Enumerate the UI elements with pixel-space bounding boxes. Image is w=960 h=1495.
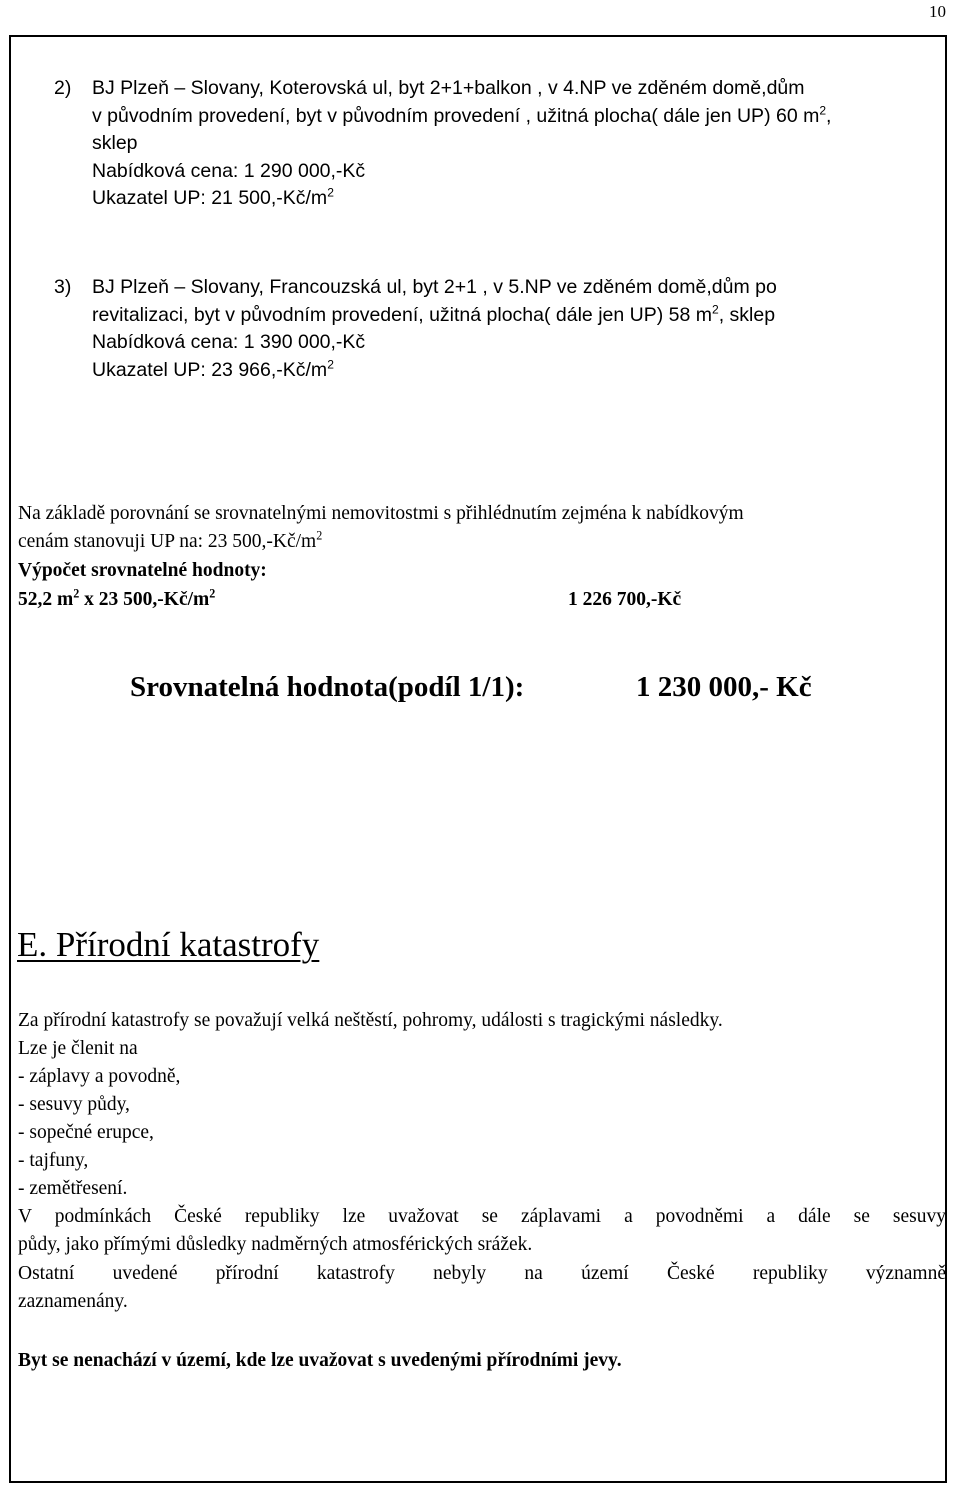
paragraph-line: půdy, jako přímými důsledky nadměrných atmosférických srážek. [18,1234,533,1255]
calc-result: 1 226 700,-Kč [568,589,682,610]
list-item: - záplavy a povodně, [18,1066,181,1087]
listing-price: Nabídková cena: 1 390 000,-Kč [92,331,366,353]
summary-value: 1 230 000,- Kč [636,671,812,703]
conclusion: Byt se nenachází v území, kde lze uvažovat s uvedenými přírodními jevy. [18,1350,622,1371]
listing-indicator: Ukazatel UP: 23 $966,-Kč/m^2$ [92,357,334,381]
paragraph-line: V podmínkách České republiky lze uvažovat se záplavami a povodněmi a dále se sesuvy [18,1206,946,1227]
listing-number: 3) [54,276,72,298]
listing-item [54,274,934,386]
listing-line: BJ Plzeň – Slovany, Koterovská ul, byt 2+1+balkon , v 4.NP ve zděném domě,dům [92,77,805,99]
listing-number: 2) [54,77,72,99]
comparison-line: cenám stanovuji UP na: 23 $500,-Kč/m^2$ [18,528,323,552]
listing-line: BJ Plzeň – Slovany, Francouzská ul, byt 2+1 , v 5.NP ve zděném domě,dům po [92,276,777,298]
listing-item [54,75,934,215]
listing-price: Nabídková cena: 1 290 000,-Kč [92,159,366,182]
listing-indicator: Ukazatel UP: 21 $500,-Kč/m^2$ [92,185,334,209]
list-intro: Lze je členit na [18,1038,138,1059]
paragraph-line: Ostatní uvedené přírodní katastrofy nebyly na území České republiky významně [18,1263,946,1284]
page-number: 10 [929,2,946,21]
listing-line: v původním provedení, byt v původním provedení , užitná plocha( dále jen UP) 60 $m^2$, [92,103,832,127]
list-item: - sesuvy půdy, [18,1094,130,1115]
list-item: - tajfuny, [18,1150,89,1171]
list-item: - sopečné erupce, [18,1122,154,1143]
paragraph-line: zaznamenány. [18,1291,128,1312]
listing-line: sklep [92,132,138,154]
section-heading: E. Přírodní katastrofy [17,925,320,964]
calc-formula: 52,2 $m^2$ x 23 $500,-Kč/m^2$ [18,586,216,610]
section-intro: Za přírodní katastrofy se považují velká neštěstí, pohromy, události s tragickými následky. [18,1010,723,1031]
summary-label: Srovnatelná hodnota(podíl 1/1): [130,671,525,703]
calc-heading: Výpočet srovnatelné hodnoty: [18,560,267,581]
list-item: - zemětřesení. [18,1178,128,1199]
listing-line: revitalizaci, byt v původním provedení, užitná plocha( dále jen UP) 58 $m^2$, sklep [92,302,776,326]
comparison-line: Na základě porovnání se srovnatelnými nemovitostmi s přihlédnutím zejména k nabídkovým [18,503,744,524]
